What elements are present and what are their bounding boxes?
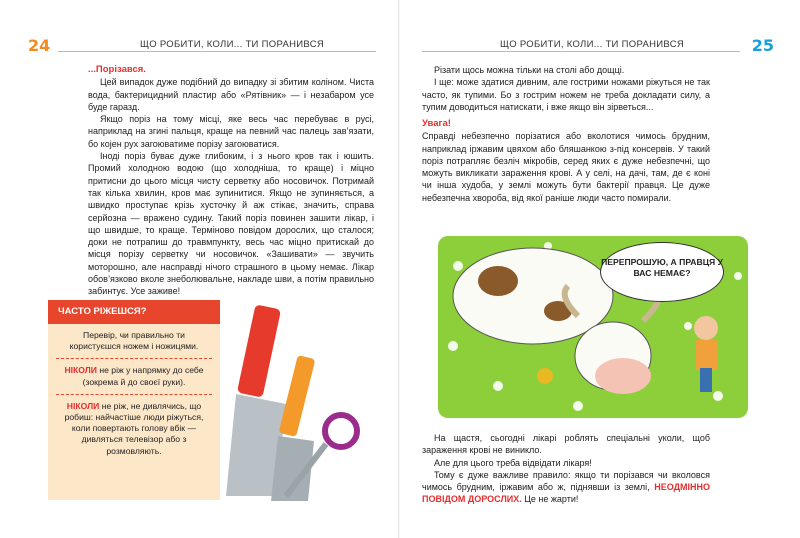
- tip-item: Перевір, чи правильно ти користуєшся ножем і ножицями.: [69, 330, 199, 352]
- knives-scissors-illustration: [216, 296, 376, 506]
- header-rule: [58, 51, 376, 52]
- tip-item: НІКОЛИ не ріж у напрямку до себе (зокрема й до своєї руки).: [64, 365, 204, 387]
- page-number: 25: [751, 36, 774, 55]
- paragraph: Але для цього треба відвідати лікаря!: [434, 457, 592, 468]
- paragraph: Тому є дуже важливе правило: якщо ти порізався чи вколовся чимось брудним, іржавим або ж, піднявши із землі, НЕОДМІННО ПОВІДОМ ДОРОСЛИХ. Це не жарти!: [422, 469, 710, 505]
- tip-box: [48, 300, 220, 500]
- paragraph: Якщо поріз на тому місці, яке весь час перебуває в русі, наприклад на згині пальця, краще на певний час палець зав’язати, бо коjен рух загоюватиме порізу загоюватися.: [88, 114, 374, 149]
- header-rule: [422, 51, 740, 52]
- paragraph: Іноді поріз буває дуже глибоким, і з нього кров так і юшить. Промий холодною водою (що холодніша, то краще) і міцно притисни до цього місця чисту серветку або носовичок. Потримай так кілька хвилин, кров має зупинитися. Якщо не зупиняється, а швидко проступає крізь хусточку й аж стікає, значить, справа серйозна — вражено судину. Такий поріз повинен зашити лікар, і що швидше, то краще. Терміново повідом дорослих, що сталося; доки не потрапиш до травмпункту, весь час міцно притискай до місця порізу серветку чи носовичок. «Зашивати» — звучить моторошно, але насправді нічого страшного в цьому немає. Лікар обов’язково вколе знеболювальне, накладе шви, а потім правильно забинтує. Усе заживе!: [88, 151, 374, 297]
- page-number: 24: [28, 36, 51, 55]
- section-heading: ...Порізався.: [88, 64, 146, 75]
- speech-bubble: ПЕРЕПРОШУЮ, А ПРАВЦЯ У ВАС НЕМАЄ?: [600, 242, 724, 302]
- running-head: ЩО РОБИТИ, КОЛИ... ТИ ПОРАНИВСЯ: [140, 39, 325, 50]
- intro-text: [422, 64, 710, 113]
- paragraph: Справді небезпечно порізатися або вколотися чимось брудним, наприклад іржавим цвяхом або бляшанкою з-під консервів. У такий поріз потрапляє безліч мікробів, серед яких є дуже небезпечні, що можуть викликати зараження крові. А у селі, на дачі, там, де є коні чи інша худоба, у землі можуть бути бактерії правця. Це дуже небезпечна хвороба, від якої раніше люди часто помирали.: [422, 131, 710, 203]
- paragraph: І ще: може здатися дивним, але гострими ножами ріжуться не так часто, як тупими. Бо з гострим ножем не треба докладати силу, а тупим доводиться натискати, і вже якщо він зірветься...: [422, 77, 710, 112]
- paragraph: Різати щось можна тільки на столі або дощці.: [434, 65, 625, 75]
- paragraph: На щастя, сьогодні лікарі роблять спеціальні уколи, щоб зараження крові не виникло.: [422, 433, 710, 456]
- tip-box-title: ЧАСТО РІЖЕШСЯ?: [48, 300, 220, 324]
- tip-item: НІКОЛИ не ріж, не дивлячись, що робиш: найчастіше люди ріжуться, коли повертають голову вбік — дивляться телевізор або з розмовляють.: [64, 400, 204, 456]
- paragraph: Цей випадок дуже подібний до випадку зі збитим коліном. Чиста вода, бактерицидний пластир або «Рятівник» — і незабаром усе буде гаразд.: [88, 77, 374, 112]
- main-text: [88, 64, 374, 298]
- warning-text: [422, 118, 710, 204]
- warning-heading: Увага!: [422, 118, 451, 129]
- closing-text: [422, 432, 710, 506]
- running-head: ЩО РОБИТИ, КОЛИ... ТИ ПОРАНИВСЯ: [500, 39, 685, 50]
- cow-illustration: [438, 236, 748, 418]
